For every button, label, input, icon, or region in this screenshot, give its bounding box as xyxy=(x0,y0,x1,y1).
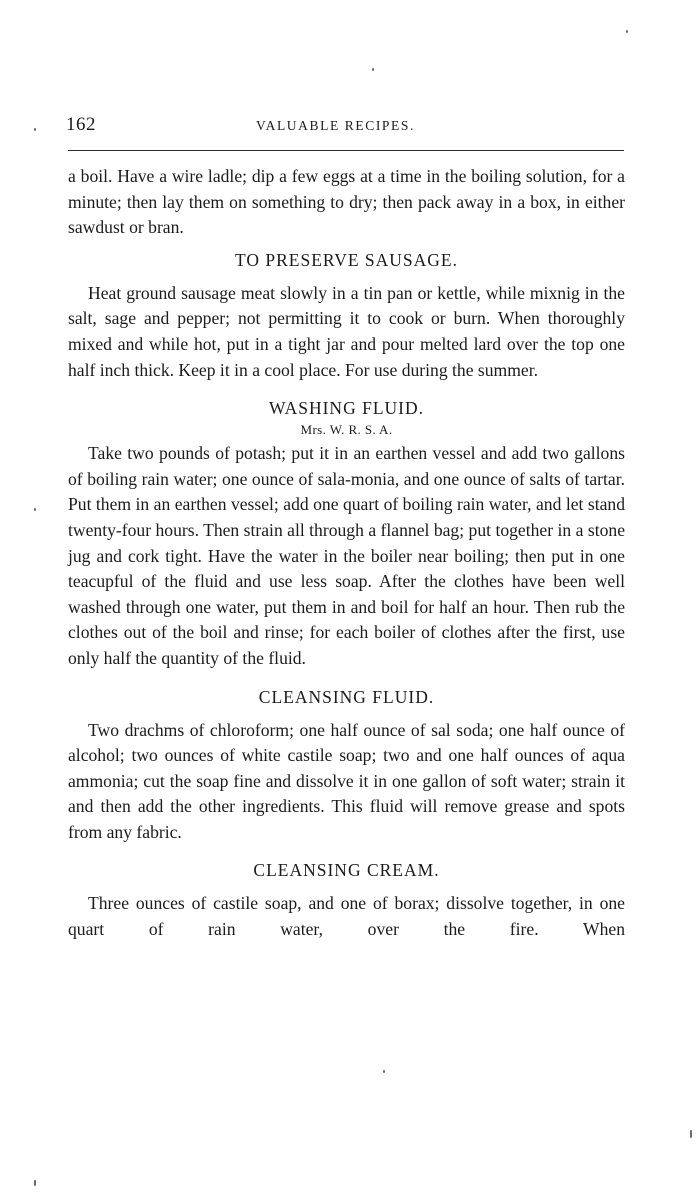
scan-speck xyxy=(372,68,374,71)
recipe-title-cleansing-fluid: CLEANSING FLUID. xyxy=(258,686,435,707)
recipe-body-washing-fluid: Take two pounds of potash; put it in an earthen vessel and add two gallons of boiling rain water; one ounce of sala-monia, and one ounce of salts of tartar. Put them in an earthen vessel; add one quart of boiling rain water, and let stand twenty-four hours. Then strain all through a flannel bag; put together in a stone jug and cork tight. Have the water in the boiler near boiling; then put in one teacupful of the fluid and use less soap. After the clothes have been well washed through one water, put them in and boil for half an hour. Then rub the clothes out of the boil and rinse; for each boiler of clothes after the first, use only half the quantity of the fluid. xyxy=(68,443,625,668)
scan-speck xyxy=(34,128,36,131)
page-header xyxy=(66,114,626,144)
continued-paragraph: a boil. Have a wire ladle; dip a few eggs at a time in the boiling solution, for a minute; then lay them on something to dry; then pack away in a box, in either sawdust or bran. xyxy=(68,166,625,238)
scan-speck xyxy=(626,30,628,33)
recipe-title-preserve-sausage: TO PRESERVE SAUSAGE. xyxy=(235,249,458,270)
recipe-body-cleansing-cream: Three ounces of castile soap, and one of borax; dissolve together, in one quart of rain water, over the fire. When xyxy=(68,893,625,940)
header-rule xyxy=(68,150,624,151)
page-body xyxy=(68,164,625,943)
scan-speck xyxy=(690,1130,692,1138)
recipe-byline-washing-fluid: Mrs. W. R. S. A. xyxy=(300,422,393,438)
running-title: VALUABLE RECIPES. xyxy=(256,118,415,133)
recipe-title-cleansing-cream: CLEANSING CREAM. xyxy=(253,860,440,881)
scan-speck xyxy=(34,508,36,511)
page-number: 162 xyxy=(66,114,96,135)
scan-speck xyxy=(34,1180,36,1186)
scan-speck xyxy=(383,1070,385,1073)
recipe-body-cleansing-fluid: Two drachms of chloroform; one half ounce of sal soda; one half ounce of alcohol; two ounces of white castile soap; two and one half ounces of aqua ammonia; cut the soap fine and dissolve it in one gallon of soft water; strain it and then add the other ingredients. This fluid will remove grease and spots from any fabric. xyxy=(68,719,625,842)
recipe-title-washing-fluid: WASHING FLUID. xyxy=(269,398,424,419)
recipe-body-preserve-sausage: Heat ground sausage meat slowly in a tin pan or kettle, while mixnig in the salt, sage and pepper; not permitting it to cook or burn. When thoroughly mixed and while hot, put in a tight jar and pour melted lard over the top one half inch thick. Keep it in a cool place. For use during the summer. xyxy=(68,282,625,380)
